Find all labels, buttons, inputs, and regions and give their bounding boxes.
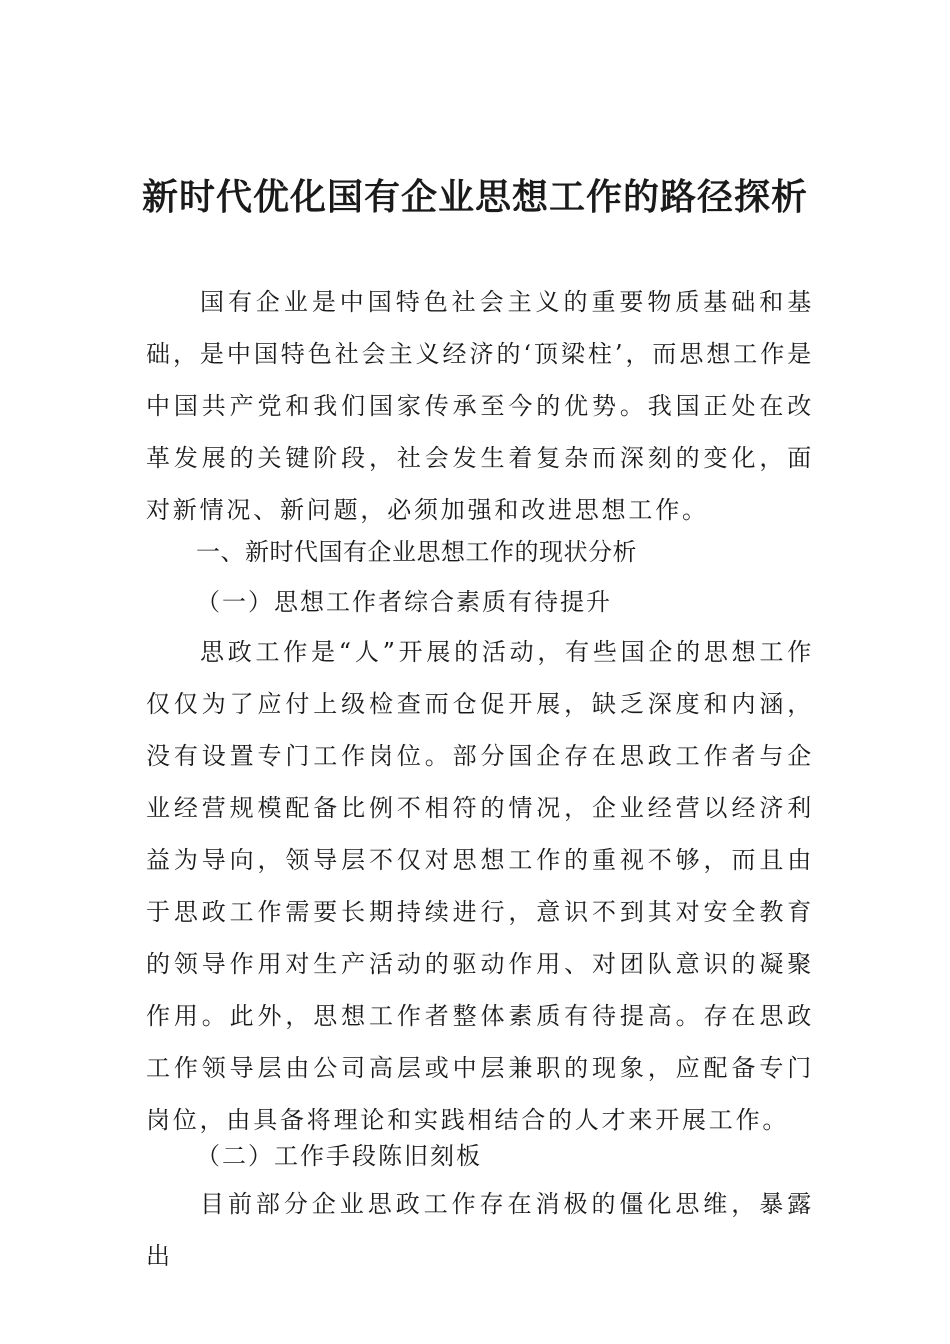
subsection-heading-1: （一）思想工作者综合素质有待提升 (196, 588, 612, 616)
document-title: 新时代优化国有企业思想工作的路径探析 (141, 176, 808, 218)
subsection-1-paragraph: 思政工作是“人”开展的活动，有些国企的思想工作仅仅为了应付上级检查而仓促开展，缺乏深度和内涵，没有设置专门工作岗位。部分国企存在思政工作者与企业经营规模配备比例不相符的情况，企业经营以经济利益为导向，领导层不仅对思想工作的重视不够，而且由于思政工作需要长期持续进行，意识不到其对安全教育的领导作用对生产活动的驱动作用、对团队意识的凝聚作用。此外，思想工作者整体素质有待提高。存在思政工作领导层由公司高层或中层兼职的现象，应配备专门岗位，由具备将理论和实践相结合的人才来开展工作。 (146, 638, 814, 1134)
intro-paragraph: 国有企业是中国特色社会主义的重要物质基础和基础，是中国特色社会主义经济的‘顶梁柱’，而思想工作是中国共产党和我们国家传承至今的优势。我国正处在改革发展的关键阶段，社会发生着复杂而深刻的变化，面对新情况、新问题，必须加强和改进思想工作。 (146, 288, 814, 524)
subsection-2-paragraph: 目前部分企业思政工作存在消极的僵化思维，暴露出 (146, 1190, 814, 1270)
subsection-heading-2: （二）工作手段陈旧刻板 (196, 1142, 482, 1170)
section-heading-1: 一、新时代国有企业思想工作的现状分析 (196, 538, 637, 566)
